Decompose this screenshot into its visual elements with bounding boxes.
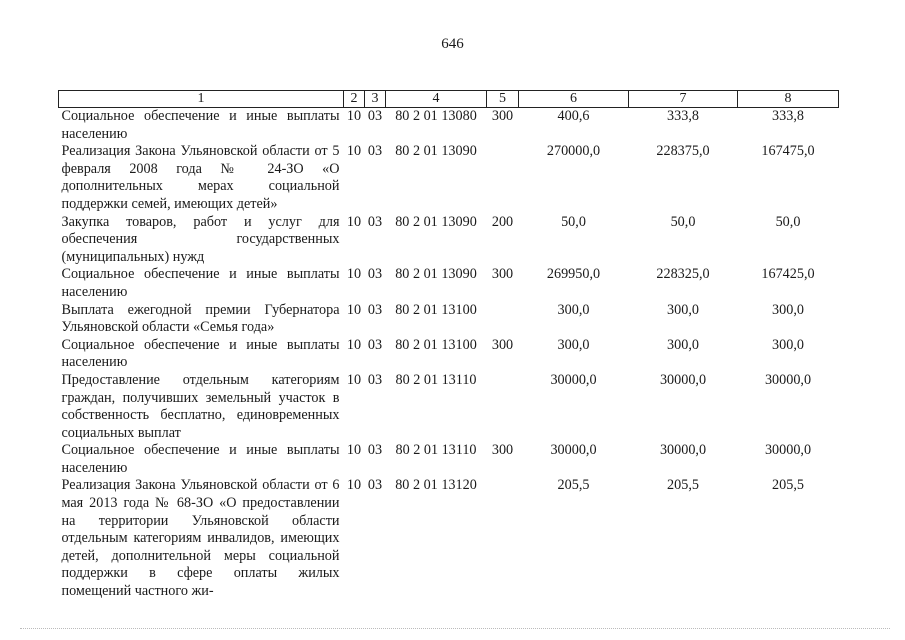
budget-table: [58, 90, 839, 601]
cell-target-article: 80 2 01 13100: [395, 336, 477, 353]
page-bottom-edge: [20, 628, 890, 629]
cell-expense-type: 200: [491, 213, 514, 230]
cell-value-8: 167475,0: [761, 143, 815, 160]
cell-subsection: 03: [367, 477, 383, 494]
cell-value-7: 300,0: [667, 336, 699, 353]
cell-subsection: 03: [367, 143, 383, 160]
cell-section: 10: [346, 266, 362, 283]
cell-value-8: 30000,0: [764, 371, 812, 388]
table-row: [59, 143, 839, 213]
column-header-8: 8: [738, 91, 839, 108]
column-header-1: 1: [59, 91, 344, 108]
cell-value-6: 30000,0: [550, 442, 597, 459]
cell-value-7: 205,5: [667, 477, 699, 494]
cell-value-8: 300,0: [772, 301, 804, 318]
table-row: [59, 442, 839, 477]
cell-subsection: 03: [367, 108, 383, 124]
cell-value-6: 205,5: [557, 477, 590, 494]
page-number: 646: [441, 36, 464, 52]
table-header-row: [59, 91, 839, 108]
cell-value-8: 205,5: [772, 477, 804, 494]
cell-section: 10: [346, 108, 362, 124]
cell-value-6: 50,0: [561, 213, 586, 230]
cell-section: 10: [346, 336, 362, 353]
cell-value-7: 300,0: [667, 301, 699, 318]
cell-value-7: 228375,0: [656, 143, 710, 160]
column-header-4: 4: [386, 91, 487, 108]
table-row: [59, 477, 839, 600]
cell-expense-type: [487, 302, 519, 337]
cell-target-article: 80 2 01 13080: [395, 108, 477, 124]
cell-value-8: 333,8: [772, 108, 804, 124]
cell-value-7: 30000,0: [659, 371, 707, 388]
column-header-7: 7: [629, 91, 738, 108]
column-header-2: 2: [344, 91, 365, 108]
row-name: Социальное обеспечение и иные выплаты населению: [61, 266, 340, 300]
cell-section: 10: [346, 301, 362, 318]
row-name: Предоставление отдельным категориям граждан, получивших земельный участок в собственность бесплатно, единовременных социальных выплат: [61, 371, 340, 441]
cell-target-article: 80 2 01 13090: [395, 143, 477, 160]
row-name: Реализация Закона Ульяновской области от 5 февраля 2008 года № 24-ЗО «О дополнительных мерах социальной поддержки семей, имеющих детей»: [61, 143, 340, 212]
cell-target-article: 80 2 01 13120: [395, 477, 477, 494]
cell-expense-type: 300: [491, 336, 514, 353]
cell-section: 10: [346, 442, 362, 459]
column-header-5: 5: [487, 91, 519, 108]
cell-section: 10: [346, 143, 362, 160]
cell-value-7: 50,0: [670, 213, 696, 230]
cell-target-article: 80 2 01 13110: [395, 371, 477, 388]
table-row: [59, 337, 839, 372]
cell-expense-type: 300: [491, 266, 514, 283]
cell-subsection: 03: [367, 266, 383, 283]
cell-value-6: 400,6: [557, 108, 590, 124]
cell-target-article: 80 2 01 13100: [395, 301, 477, 318]
cell-section: 10: [346, 477, 362, 494]
cell-value-6: 300,0: [557, 336, 590, 353]
cell-value-7: 30000,0: [659, 442, 707, 459]
cell-value-7: 228325,0: [656, 266, 710, 283]
cell-target-article: 80 2 01 13090: [395, 266, 477, 283]
cell-subsection: 03: [367, 371, 383, 388]
cell-expense-type: [487, 372, 519, 442]
column-header-3: 3: [365, 91, 386, 108]
cell-target-article: 80 2 01 13110: [395, 442, 477, 459]
table-row: [59, 372, 839, 442]
cell-value-6: 30000,0: [550, 371, 597, 388]
table-row: [59, 214, 839, 267]
cell-value-8: 300,0: [772, 336, 804, 353]
table-row: [59, 108, 839, 144]
column-header-6: 6: [519, 91, 629, 108]
cell-section: 10: [346, 371, 362, 388]
cell-section: 10: [346, 213, 362, 230]
cell-value-6: 300,0: [557, 301, 590, 318]
row-name: Выплата ежегодной премии Губернатора Ульяновской области «Семья года»: [61, 301, 340, 336]
table-row: [59, 266, 839, 301]
row-name: Социальное обеспечение и иные выплаты населению: [61, 108, 340, 142]
table-row: [59, 302, 839, 337]
row-name: Социальное обеспечение и иные выплаты населению: [61, 442, 340, 476]
cell-expense-type: 300: [491, 108, 514, 124]
row-name: Закупка товаров, работ и услуг для обеспечения государственных (муниципальных) нужд: [61, 213, 340, 265]
cell-expense-type: [487, 143, 519, 213]
cell-subsection: 03: [367, 301, 383, 318]
cell-target-article: 80 2 01 13090: [395, 213, 477, 230]
cell-subsection: 03: [367, 336, 383, 353]
cell-subsection: 03: [367, 213, 383, 230]
cell-expense-type: [487, 477, 519, 600]
cell-value-6: 270000,0: [546, 143, 601, 160]
row-name: Реализация Закона Ульяновской области от 6 мая 2013 года № 68-ЗО «О предоставлении на территории Ульяновской области отдельным категориям инвалидов, имеющих детей, дополнительной меры социальной поддержки в сфере оплаты жилых помещений частного жи-: [61, 477, 340, 600]
cell-subsection: 03: [367, 442, 383, 459]
cell-value-8: 167425,0: [761, 266, 815, 283]
cell-expense-type: 300: [491, 442, 514, 459]
cell-value-8: 30000,0: [764, 442, 812, 459]
cell-value-7: 333,8: [667, 108, 699, 124]
cell-value-6: 269950,0: [546, 266, 601, 283]
row-name: Социальное обеспечение и иные выплаты населению: [61, 336, 340, 371]
cell-value-8: 50,0: [775, 213, 801, 230]
